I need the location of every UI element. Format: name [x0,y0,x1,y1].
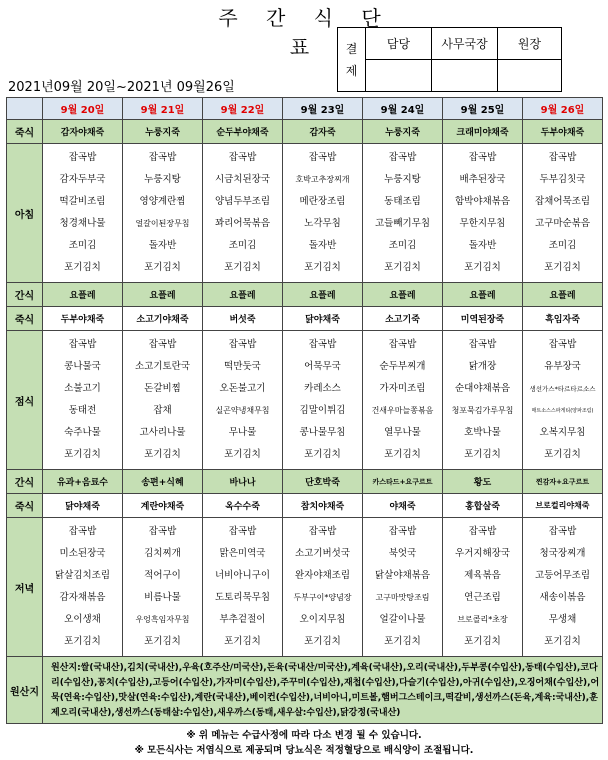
dish-item: 얼갈이나물 [379,614,426,625]
menu-cell: 누룽지죽 [363,120,443,144]
dish-item: 닭개장 [468,361,497,372]
dish-item: 닭살야채볶음 [374,570,431,581]
dish-item: 잡채 [153,405,172,416]
meal-label: 간식 [7,470,43,494]
dish-item: 순대야채볶음 [454,383,511,394]
menu-cell: 카스타드+요구르트 [363,470,443,494]
dish-item: 두부김칫국 [539,174,586,185]
menu-cell: 계란야채죽 [123,494,203,518]
page-title: 주 간 식 단 표 [218,6,392,59]
dish-item: 영양계란찜 [139,196,186,207]
menu-block [283,518,363,657]
menu-cell: 버섯죽 [203,307,283,331]
meal-label: 죽식 [7,494,43,518]
menu-block [123,518,203,657]
dish-item: 호박나물 [464,427,501,438]
dish-item: 포기김치 [64,262,101,273]
dish-item: 제육볶음 [464,570,501,581]
dish-item: 잡곡밥 [148,526,177,537]
menu-block [283,144,363,283]
menu-block [363,518,443,657]
dish-item: 잡곡밥 [148,339,177,350]
menu-block [363,144,443,283]
dish-item: 잡곡밥 [548,526,577,537]
approval-role-head: 원장 [498,28,562,60]
dish-item: 얼갈이된장무침 [135,219,190,228]
dish-item: 실곤약냉채무침 [215,406,270,415]
dish-item: 잡곡밥 [468,152,497,163]
dish-item: 새송이볶음 [539,592,586,603]
dish-item: 메란장조림 [299,196,346,207]
dish-item: 닭살김치조림 [54,570,111,581]
dish-item: 두부구이*양념장 [293,593,352,602]
menu-cell: 누룽지죽 [123,120,203,144]
dish-item: 김말이튀김 [299,405,346,416]
menu-block [283,331,363,470]
dish-item: 잡곡밥 [548,339,577,350]
menu-cell: 요플레 [43,283,123,307]
menu-cell: 송편+식혜 [123,470,203,494]
approval-sign-box[interactable] [498,60,562,92]
dish-item: 감자두부국 [59,174,106,185]
dish-item: 연근조림 [464,592,501,603]
day-header: 9월 26일 [523,98,603,120]
menu-block [123,331,203,470]
dish-item: 오이지무침 [299,614,346,625]
menu-block [123,144,203,283]
dish-item: 유부장국 [544,361,581,372]
dish-item: 포기김치 [464,636,501,647]
dish-item: 꽈리어묵볶음 [214,218,271,229]
dish-item: 포기김치 [304,449,341,460]
dish-item: 잡곡밥 [388,526,417,537]
meal-label: 아침 [7,144,43,283]
dish-item: 우거지해장국 [454,548,511,559]
dish-item: 돈갈비찜 [144,383,181,394]
dish-item: 잡곡밥 [308,152,337,163]
dish-item: 포기김치 [144,262,181,273]
dish-item: 너비아니구이 [214,570,271,581]
dish-item: 잡곡밥 [228,526,257,537]
menu-cell: 찐감자+요구르트 [523,470,603,494]
dish-item: 가자미조림 [379,383,426,394]
meal-label: 죽식 [7,120,43,144]
dish-item: 미소된장국 [59,548,106,559]
dish-item: 잡곡밥 [308,526,337,537]
day-header: 9월 24일 [363,98,443,120]
dish-item: 부추겉절이 [219,614,266,625]
approval-sign-box[interactable] [366,60,432,92]
menu-block [203,331,283,470]
dish-item: 잡곡밥 [468,526,497,537]
menu-cell: 감자죽 [283,120,363,144]
dish-item: 잡곡밥 [68,339,97,350]
menu-cell: 소고기야채죽 [123,307,203,331]
dish-item: 매트소스스파게티(양파조림) [531,408,594,414]
day-header: 9월 20일 [43,98,123,120]
dish-item: 시금치된장국 [214,174,271,185]
dish-item: 포기김치 [544,449,581,460]
dish-item: 고들빼기무침 [374,218,431,229]
dish-item: 포기김치 [464,262,501,273]
dish-item: 도토리묵무침 [214,592,271,603]
menu-block [43,518,123,657]
meal-label: 간식 [7,283,43,307]
dish-item: 청포묵김가루무침 [451,406,514,415]
dish-item: 누룽지탕 [384,174,421,185]
menu-block [203,518,283,657]
dish-item: 포기김치 [304,262,341,273]
menu-cell: 요플레 [523,283,603,307]
menu-cell: 두부야채죽 [523,120,603,144]
dish-item: 고구마순볶음 [534,218,591,229]
dish-item: 잡곡밥 [228,339,257,350]
dish-item: 포기김치 [224,636,261,647]
menu-cell: 흑임자죽 [523,307,603,331]
dish-item: 조미김 [228,240,257,251]
dish-item: 포기김치 [224,262,261,273]
menu-cell: 바나나 [203,470,283,494]
dish-item: 잡곡밥 [388,152,417,163]
dish-item: 청경채나물 [59,218,106,229]
dish-item: 포기김치 [464,449,501,460]
menu-cell: 요플레 [123,283,203,307]
dish-item: 무한지무침 [459,218,506,229]
approval-role-staff: 담당 [366,28,432,60]
origin-text: 원산지:쌀(국내산),김치(국내산),우육(호주산/미국산),돈육(국내산/미국산),계육(국내산),오리(국내산),두부콩(수입산),동태(수입산),코다리(수입산),꽁치(수입산),고등어(수입산),가자미(수입산),주꾸미(수입산),재첩(수입산),다슬기(수입산),아귀(수입산),오징어채(수입산),어묵(연육:수입산),맛살(연육:수입산),계란(국내산),베이컨(수입산),너비아니,미트볼,햄버그스테이크,떡갈비,생선까스(돈육,계육:국내산),훈제오리(국내산),생선까스(동태살:수입산),새우까스(동태,새우살:수입산),닭강정(국내산) [43,657,603,724]
menu-cell: 요플레 [363,283,443,307]
dish-item: 포기김치 [544,262,581,273]
menu-block [43,331,123,470]
menu-block [203,144,283,283]
dish-item: 오이생채 [64,614,101,625]
dish-item: 잡곡밥 [308,339,337,350]
dish-item: 열무나물 [384,427,421,438]
dish-item: 청국장찌개 [539,548,586,559]
dish-item: 북엇국 [388,548,417,559]
dish-item: 누룽지탕 [144,174,181,185]
menu-block [523,144,603,283]
menu-block [443,144,523,283]
approval-label: 결 제 [338,28,366,92]
dish-item: 맑은미역국 [219,548,266,559]
day-header: 9월 21일 [123,98,203,120]
dish-item: 어묵무국 [304,361,341,372]
dish-item: 조미김 [388,240,417,251]
dish-item: 포기김치 [64,449,101,460]
menu-block [43,144,123,283]
dish-item: 양념두부조림 [214,196,271,207]
dish-item: 포기김치 [384,262,421,273]
dish-item: 생선가스*타르타르소스 [529,385,596,393]
menu-cell: 크래미야채죽 [443,120,523,144]
menu-table [6,97,603,724]
dish-item: 무생채 [548,614,577,625]
table-corner [7,98,43,120]
dish-item: 돌자반 [148,240,177,251]
menu-cell: 유과+음료수 [43,470,123,494]
dish-item: 잡곡밥 [148,152,177,163]
dish-item: 동태전 [68,405,97,416]
dish-item: 포기김치 [144,449,181,460]
dish-item: 감자채볶음 [59,592,106,603]
meal-label: 점식 [7,331,43,470]
dish-item: 브로콜리*초장 [457,615,508,624]
approval-role-director: 사무국장 [432,28,498,60]
day-header: 9월 22일 [203,98,283,120]
menu-block [443,331,523,470]
dish-item: 떡갈비조림 [59,196,106,207]
dish-item: 조미김 [68,240,97,251]
dish-item: 포기김치 [384,636,421,647]
note-line: ※ 모든식사는 저염식으로 제공되며 당뇨식은 적정혈당으로 배식양이 조절됩니다. [134,745,474,756]
menu-cell: 홍합살죽 [443,494,523,518]
dish-item: 배추된장국 [459,174,506,185]
dish-item: 비름나물 [144,592,181,603]
menu-cell: 순두부야채죽 [203,120,283,144]
menu-block [443,518,523,657]
dish-item: 숙주나물 [64,427,101,438]
dish-item: 잡곡밥 [468,339,497,350]
dish-item: 순두부찌개 [379,361,426,372]
dish-item: 콩나물국 [64,361,101,372]
menu-cell: 요플레 [203,283,283,307]
dish-item: 완자야채조림 [294,570,351,581]
dish-item: 잡곡밥 [228,152,257,163]
dish-item: 카레소스 [304,383,341,394]
menu-cell: 닭야채죽 [43,494,123,518]
menu-cell: 참치야채죽 [283,494,363,518]
notes [0,728,608,758]
dish-item: 잡곡밥 [388,339,417,350]
date-range: 2021년09월 20일~2021년 09월26일 [8,80,235,95]
dish-item: 무나물 [228,427,257,438]
dish-item: 오복지무침 [539,427,586,438]
note-line: ※ 위 메뉴는 수급사정에 따라 다소 변경 될 수 있습니다. [186,730,422,741]
dish-item: 함박야채볶음 [454,196,511,207]
dish-item: 오돈불고기 [219,383,266,394]
dish-item: 돌자반 [468,240,497,251]
dish-item: 포기김치 [144,636,181,647]
menu-cell: 단호박죽 [283,470,363,494]
dish-item: 포기김치 [224,449,261,460]
dish-item: 건새우마늘쫑볶음 [371,406,434,415]
meal-label: 저녁 [7,518,43,657]
dish-item: 고등어무조림 [534,570,591,581]
dish-item: 동태조림 [384,196,421,207]
menu-cell: 감자야채죽 [43,120,123,144]
dish-item: 우엉흑임자무침 [135,615,190,624]
origin-label: 원산지 [7,657,43,724]
approval-sign-box[interactable] [432,60,498,92]
dish-item: 김치찌개 [144,548,181,559]
dish-item: 콩나물무침 [299,427,346,438]
menu-block [363,331,443,470]
menu-cell: 미역된장죽 [443,307,523,331]
menu-cell: 야채죽 [363,494,443,518]
meal-label: 죽식 [7,307,43,331]
dish-item: 포기김치 [64,636,101,647]
dish-item: 잡채어묵조림 [534,196,591,207]
dish-item: 호박고추장찌개 [295,175,350,184]
menu-cell: 두부야채죽 [43,307,123,331]
menu-cell: 황도 [443,470,523,494]
dish-item: 조미김 [548,240,577,251]
dish-item: 떡만둣국 [224,361,261,372]
dish-item: 잡곡밥 [68,526,97,537]
dish-item: 고사리나물 [139,427,186,438]
dish-item: 포기김치 [304,636,341,647]
dish-item: 소고기버섯국 [294,548,351,559]
dish-item: 소불고기 [64,383,101,394]
menu-cell: 요플레 [443,283,523,307]
menu-cell: 요플레 [283,283,363,307]
dish-item: 고구마맛탕조림 [375,593,430,602]
day-header: 9월 25일 [443,98,523,120]
dish-item: 돌자반 [308,240,337,251]
dish-item: 적어구이 [144,570,181,581]
menu-block [523,331,603,470]
menu-cell: 소고기죽 [363,307,443,331]
dish-item: 노각무침 [304,218,341,229]
dish-item: 소고기토란국 [134,361,191,372]
dish-item: 잡곡밥 [548,152,577,163]
dish-item: 포기김치 [384,449,421,460]
dish-item: 잡곡밥 [68,152,97,163]
dish-item: 포기김치 [544,636,581,647]
menu-cell: 옥수수죽 [203,494,283,518]
day-header: 9월 23일 [283,98,363,120]
menu-block [523,518,603,657]
approval-box [337,27,562,92]
menu-cell: 닭야채죽 [283,307,363,331]
menu-cell: 브로컬리야채죽 [523,494,603,518]
